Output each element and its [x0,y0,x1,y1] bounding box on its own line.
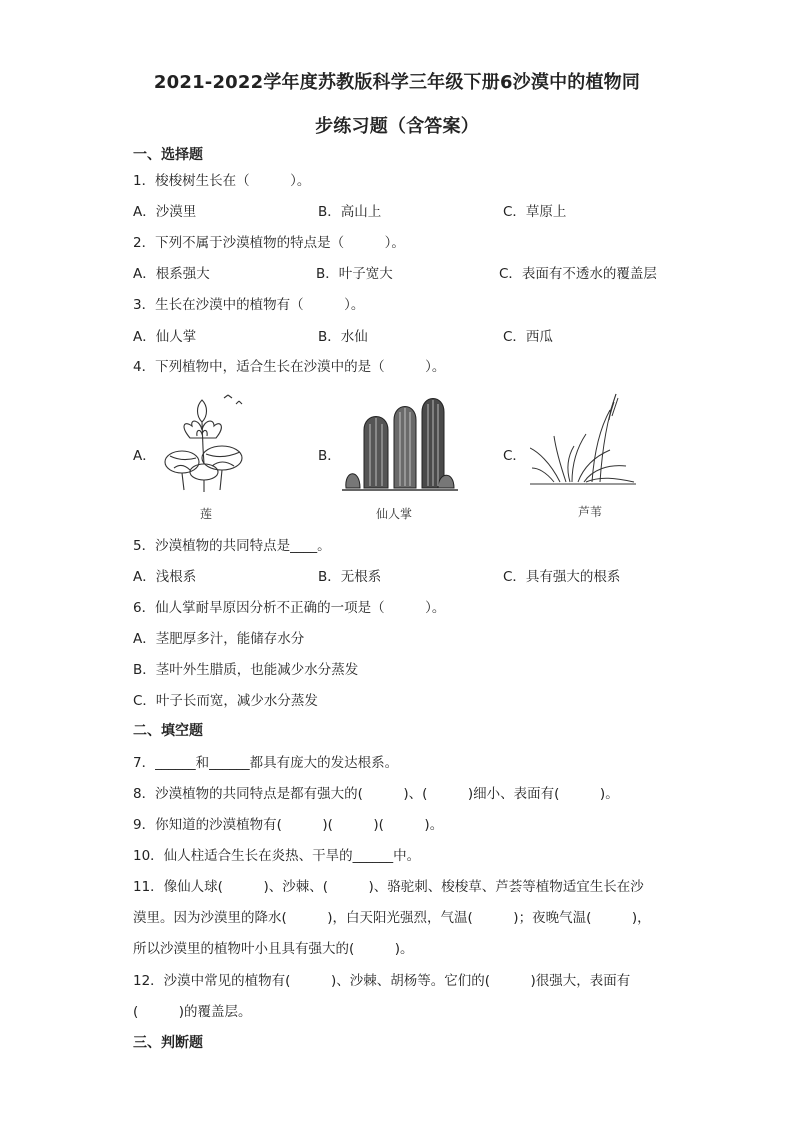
q2-option-c: C．表面有不透水的覆盖层 [499,266,657,282]
lotus-illustration [162,390,250,498]
q3-option-a: A．仙人掌 [133,329,197,345]
question-12-line2: ( )的覆盖层。 [133,1004,252,1020]
page-title-line2: 步练习题（含答案） [315,116,479,137]
question-11-line1: 11．像仙人球( )、沙棘、( )、骆驼刺、梭梭草、芦荟等植物适宜生长在沙 [133,879,644,895]
section-heading-choice: 一、选择题 [133,147,203,163]
question-5: 5．沙漠植物的共同特点是____。 [133,538,331,554]
question-4: 4．下列植物中，适合生长在沙漠中的是（ ）。 [133,359,446,375]
question-3: 3．生长在沙漠中的植物有（ ）。 [133,297,365,313]
q3-option-c: C．西瓜 [503,329,553,345]
section-heading-judge: 三、判断题 [133,1035,203,1051]
question-10: 10．仙人柱适合生长在炎热、干旱的______中。 [133,848,421,864]
q1-option-a: A．沙漠里 [133,204,197,220]
question-6: 6．仙人掌耐旱原因分析不正确的一项是（ ）。 [133,600,446,616]
question-1: 1．梭梭树生长在（ ）。 [133,173,311,189]
section-heading-fill: 二、填空题 [133,723,203,739]
q1-option-c: C．草原上 [503,204,567,220]
question-8: 8．沙漠植物的共同特点是都有强大的( )、( )细小、表面有( )。 [133,786,619,802]
q5-option-c: C．具有强大的根系 [503,569,621,585]
question-11-line2: 漠里。因为沙漠里的降水( )，白天阳光强烈，气温( )；夜晚气温( )， [133,910,651,926]
q6-option-b: B．茎叶外生腊质，也能减少水分蒸发 [133,662,359,678]
q5-option-b: B．无根系 [318,569,382,585]
q2-option-b: B．叶子宽大 [316,266,393,282]
q4-option-a: A． [133,448,156,464]
q6-option-a: A．茎肥厚多汁，能储存水分 [133,631,305,647]
caption-reed: 芦苇 [578,505,603,519]
q2-option-a: A．根系强大 [133,266,210,282]
question-9: 9．你知道的沙漠植物有( )( )( )。 [133,817,444,833]
page-title-line1: 2021-2022学年度苏教版科学三年级下册6沙漠中的植物同 [153,72,641,93]
question-2: 2．下列不属于沙漠植物的特点是（ ）。 [133,235,405,251]
q5-option-a: A．浅根系 [133,569,197,585]
question-7: 7．______和______都具有庞大的发达根系。 [133,755,399,771]
q6-option-c: C．叶子长而宽，减少水分蒸发 [133,693,318,709]
q4-option-c: C． [503,448,526,464]
q1-option-b: B．高山上 [318,204,382,220]
question-12-line1: 12．沙漠中常见的植物有( )、沙棘、胡杨等。它们的( )很强大，表面有 [133,973,631,989]
q3-option-b: B．水仙 [318,329,368,345]
cactus-illustration [342,390,458,494]
question-11-line3: 所以沙漠里的植物叶小且具有强大的( )。 [133,941,414,957]
caption-lotus: 莲 [200,507,213,521]
reed-illustration [530,392,636,488]
q4-option-b: B． [318,448,341,464]
caption-cactus: 仙人掌 [376,507,413,521]
